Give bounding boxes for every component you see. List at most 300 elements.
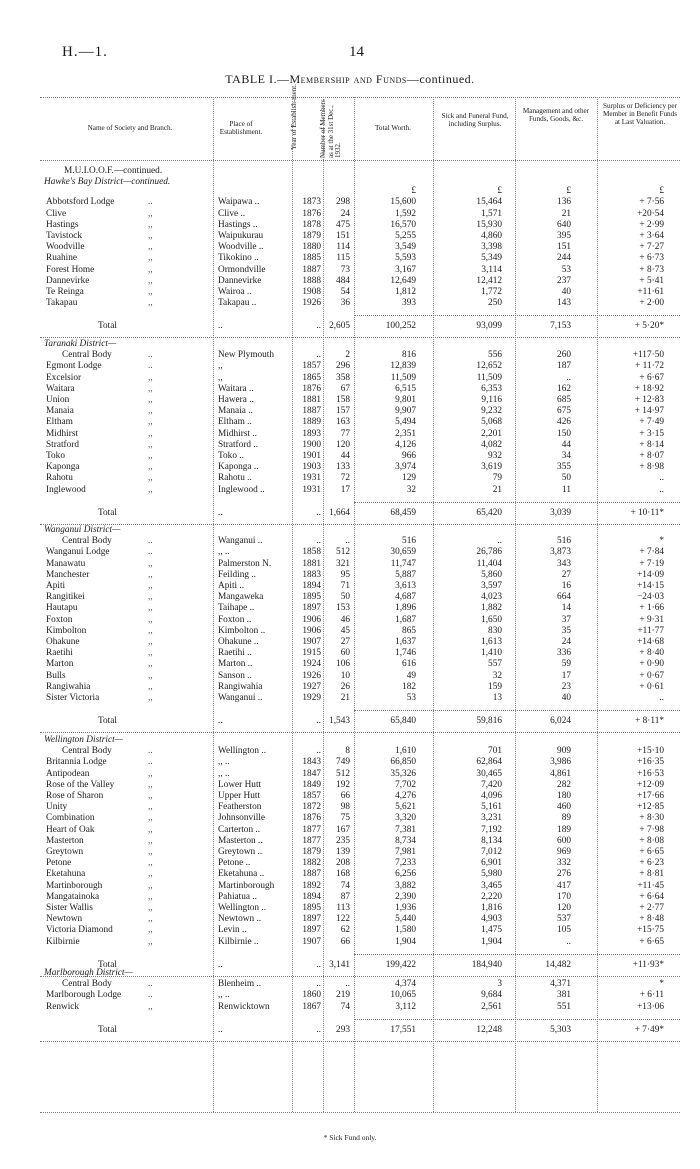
ditto: ,,	[148, 903, 153, 913]
sick-fund: 7,420	[481, 779, 502, 790]
total-worth: 199,422	[385, 959, 416, 970]
branch-name: Manawatu	[46, 558, 86, 569]
total-worth: 5,255	[395, 231, 416, 241]
surplus: + 8·98	[639, 462, 664, 473]
total-worth: 6,256	[395, 869, 416, 880]
total-worth: 15,600	[390, 197, 416, 208]
currency-symbol: £	[659, 186, 664, 197]
management-funds: 600	[557, 835, 571, 846]
sick-fund: 701	[488, 746, 502, 757]
members: 74	[340, 880, 350, 891]
branch-name: Tavistock	[46, 231, 83, 241]
place: Eketahuna ..	[218, 869, 265, 880]
place: Wellington ..	[218, 903, 267, 913]
total-worth: 5,887	[395, 569, 416, 580]
surplus: ..	[659, 693, 664, 703]
sick-fund: 1,882	[481, 603, 502, 614]
ditto: ,,	[148, 298, 153, 309]
section-heading: M.U.I.O.O.F.—continued.	[64, 166, 163, 176]
management-funds: 34	[561, 451, 571, 461]
surplus: +17·66	[637, 791, 664, 801]
currency-symbol: £	[411, 186, 416, 197]
table-row	[0, 592, 700, 603]
sick-fund: 93,099	[476, 321, 502, 332]
place: Palmerston N.	[218, 558, 272, 569]
total-worth: 516	[402, 536, 416, 547]
district-heading: Marlborough District—	[44, 968, 133, 978]
place: Dannevirke	[218, 275, 262, 286]
header-place: Place of Establishment.	[219, 120, 263, 137]
place: Levin ..	[218, 925, 247, 936]
year: 1865	[302, 372, 321, 383]
branch-name: Renwick	[46, 1001, 80, 1012]
total-worth: 129	[402, 473, 416, 484]
table-row	[0, 451, 700, 462]
sick-fund: 1,571	[481, 208, 502, 219]
total-rule	[354, 315, 680, 316]
sick-fund: 7,012	[481, 847, 502, 857]
year: 1879	[302, 847, 321, 857]
sick-fund: 1,650	[481, 614, 502, 625]
total-worth: 3,112	[395, 1001, 416, 1012]
management-funds: 14,482	[545, 959, 571, 970]
members: 2	[345, 350, 350, 361]
place: Renwicktown	[218, 1001, 270, 1012]
place: Kimbolton ..	[218, 625, 266, 636]
management-funds: 24	[561, 637, 571, 647]
district-heading: Hawke's Bay District—continued.	[44, 177, 171, 188]
sick-fund: 6,901	[481, 858, 502, 869]
branch-name: Britannia Lodge	[46, 757, 107, 768]
members: 113	[336, 903, 350, 913]
management-funds: 3,873	[550, 547, 571, 558]
table-row	[0, 990, 700, 1001]
surplus: + 2·77	[639, 903, 664, 913]
branch-name: Unity	[46, 802, 68, 813]
year: 1895	[302, 903, 321, 913]
management-funds: 189	[557, 824, 571, 835]
sick-fund: 5,161	[481, 802, 502, 813]
branch-name: Ohakune	[46, 637, 80, 647]
total-worth: 12,839	[390, 361, 416, 372]
year: 1889	[302, 417, 321, 428]
management-funds: 23	[561, 681, 571, 692]
branch-name: Mangatainoka	[46, 891, 100, 902]
ditto: ,,	[148, 880, 153, 891]
branch-name: Inglewood	[46, 484, 86, 495]
branch-name: Central Body	[62, 350, 112, 361]
total-worth: 10,065	[390, 990, 416, 1001]
table-row	[0, 937, 700, 948]
members: 114	[336, 242, 350, 253]
management-funds: 37	[561, 614, 571, 625]
table-row	[0, 253, 700, 264]
total-worth: 393	[402, 298, 416, 309]
branch-name: Manchester	[46, 569, 90, 580]
table-row	[0, 485, 700, 496]
sick-fund: 3,398	[481, 242, 502, 253]
members: 208	[336, 858, 350, 869]
sick-fund: 11,509	[476, 372, 502, 383]
total-worth: 8,734	[395, 835, 416, 846]
place: ,, ..	[218, 547, 230, 558]
members: ..	[345, 979, 350, 990]
total-worth: 1,746	[395, 648, 416, 659]
branch-name: Total	[98, 507, 117, 518]
total-worth: 966	[402, 451, 416, 461]
management-funds: 276	[557, 869, 571, 880]
members: 153	[336, 603, 350, 614]
place: Foxton ..	[218, 614, 252, 625]
management-funds: 162	[557, 383, 571, 394]
members: 45	[340, 625, 350, 636]
members: 2,605	[329, 321, 350, 332]
sick-fund: 159	[488, 681, 502, 692]
table-row	[0, 836, 700, 847]
branch-name: Combination	[46, 813, 95, 824]
place: Waipawa ..	[218, 197, 260, 208]
management-funds: 4,861	[550, 768, 571, 779]
year: 1927	[302, 681, 321, 692]
table-row	[0, 693, 700, 704]
total-worth: 3,549	[395, 242, 416, 253]
place: Wairoa ..	[218, 287, 252, 297]
total-worth: 182	[402, 681, 416, 692]
members: 21	[340, 693, 350, 703]
ditto: ,,	[148, 670, 153, 681]
year: 1931	[302, 473, 321, 484]
surplus: + 6·64	[639, 891, 664, 902]
surplus: + 12·83	[634, 395, 664, 405]
sick-fund: 6,353	[481, 383, 502, 394]
sick-fund: 4,096	[481, 791, 502, 801]
ditto: ,,	[148, 693, 153, 703]
year: 1903	[302, 462, 321, 473]
place: Raetihi ..	[218, 648, 252, 659]
year: ..	[316, 716, 321, 727]
year: 1906	[302, 614, 321, 625]
total-worth: 2,351	[395, 428, 416, 439]
total-worth: 9,907	[395, 406, 416, 417]
surplus: + 0·67	[639, 670, 664, 681]
branch-name: Rose of the Valley	[46, 779, 115, 790]
management-funds: 3,039	[550, 507, 571, 518]
table-row	[0, 581, 700, 592]
ditto: ..	[148, 536, 153, 547]
year: 1894	[302, 891, 321, 902]
total-worth: 865	[402, 625, 416, 636]
header-worth: Total Worth.	[375, 124, 411, 132]
sick-fund: 932	[488, 451, 502, 461]
header-top-rule	[40, 97, 680, 98]
sick-fund: 13	[492, 693, 502, 703]
members: 296	[336, 361, 350, 372]
management-funds: 3,986	[550, 757, 571, 768]
branch-name: Greytown	[46, 847, 84, 857]
branch-name: Hautapu	[46, 603, 78, 614]
table-row	[0, 1002, 700, 1013]
place: New Plymouth	[218, 350, 275, 361]
table-row	[0, 682, 700, 693]
year: ..	[316, 507, 321, 518]
table-row	[0, 825, 700, 836]
sick-fund: 3,465	[481, 880, 502, 891]
place: Marton ..	[218, 659, 253, 670]
management-funds: 260	[557, 350, 571, 361]
members: 122	[336, 914, 350, 925]
table-row	[0, 547, 700, 558]
table-row	[0, 417, 700, 428]
branch-name: Abbotsford Lodge	[46, 197, 115, 208]
members: 120	[336, 439, 350, 450]
header-surplus: Surplus or Deficiency per Member in Benefit Funds at Last Valuation.	[602, 102, 678, 127]
management-funds: 395	[557, 231, 571, 241]
surplus: +12·09	[637, 779, 664, 790]
surplus: +11·45	[637, 880, 664, 891]
management-funds: 336	[557, 648, 571, 659]
table-row	[0, 350, 700, 361]
table-row	[0, 265, 700, 276]
branch-name: Rose of Sharon	[46, 791, 104, 801]
management-funds: 460	[557, 802, 571, 813]
surplus: + 10·11*	[630, 507, 664, 518]
surplus: ..	[659, 473, 664, 484]
surplus: + 6·67	[639, 372, 664, 383]
surplus: +12·85	[637, 802, 664, 813]
year: 1887	[302, 264, 321, 275]
management-funds: 44	[561, 439, 571, 450]
branch-name: Rangitikei	[46, 592, 85, 603]
branch-name: Kaponga	[46, 462, 80, 473]
sick-fund: 2,201	[481, 428, 502, 439]
branch-name: Eltham	[46, 417, 73, 428]
total-worth: 3,320	[395, 813, 416, 824]
ditto: ,,	[148, 462, 153, 473]
management-funds: 537	[557, 914, 571, 925]
branch-name: Stratford	[46, 439, 80, 450]
sick-fund: 12,412	[476, 275, 502, 286]
management-funds: 332	[557, 858, 571, 869]
ditto: ,,	[148, 936, 153, 947]
sick-fund: 1,475	[481, 925, 502, 936]
ditto: ,,	[148, 417, 153, 428]
surplus: + 8·14	[639, 439, 664, 450]
year: ..	[316, 979, 321, 990]
ditto: ,,	[148, 813, 153, 824]
table-row	[0, 659, 700, 670]
sick-fund: 12,248	[476, 1024, 502, 1035]
total-worth: 11,509	[390, 372, 416, 383]
branch-name: Takapau	[46, 298, 78, 309]
year: 1924	[302, 659, 321, 670]
management-funds: 5,303	[550, 1024, 571, 1035]
branch-name: Woodville	[46, 242, 85, 253]
total-worth: 7,702	[395, 779, 416, 790]
ditto: ,,	[148, 637, 153, 647]
branch-name: Apiti	[46, 581, 66, 591]
members: 66	[340, 791, 350, 801]
table-row	[0, 406, 700, 417]
members: 87	[340, 891, 350, 902]
surplus: + 2·00	[639, 298, 664, 309]
surplus: *	[659, 536, 664, 547]
ditto: ,,	[148, 802, 153, 813]
total-worth: 35,326	[390, 768, 416, 779]
place: Upper Hutt	[218, 791, 261, 801]
sick-fund: 557	[488, 659, 502, 670]
table-row	[0, 462, 700, 473]
ditto: ,,	[148, 681, 153, 692]
surplus: +14·09	[637, 569, 664, 580]
ditto: ,,	[148, 768, 153, 779]
surplus: +15·10	[637, 746, 664, 757]
sick-fund: 8,134	[481, 835, 502, 846]
management-funds: ..	[566, 372, 571, 383]
surplus: + 8·11*	[635, 716, 664, 727]
members: 8	[345, 746, 350, 757]
ditto: ,,	[148, 659, 153, 670]
branch-name: Petone	[46, 858, 72, 869]
members: 358	[336, 372, 350, 383]
members: 157	[336, 406, 350, 417]
sick-fund: 30,465	[476, 768, 502, 779]
table-row	[0, 813, 700, 824]
management-funds: 909	[557, 746, 571, 757]
management-funds: 969	[557, 847, 571, 857]
surplus: + 6·65	[639, 847, 664, 857]
year: 1881	[302, 558, 321, 569]
year: ..	[316, 536, 321, 547]
branch-name: Raetihi	[46, 648, 73, 659]
branch-name: Sister Victoria	[46, 693, 100, 703]
place: ,, ..	[218, 757, 230, 768]
table-row	[0, 858, 700, 869]
members: 168	[336, 869, 350, 880]
surplus: +117·50	[632, 350, 664, 361]
year: 1900	[302, 439, 321, 450]
table-row	[0, 671, 700, 682]
ditto: ,,	[148, 287, 153, 297]
ditto: ,,	[148, 242, 153, 253]
branch-name: Excelsior	[46, 372, 82, 383]
place: Ormondville	[218, 264, 266, 275]
place: Blenheim ..	[218, 979, 262, 990]
table-row	[0, 384, 700, 395]
ditto: ,,	[148, 372, 153, 383]
header-year: Year of Establish-ment.	[290, 84, 298, 150]
table-row	[0, 791, 700, 802]
members: 293	[336, 1024, 350, 1035]
total-worth: 3,167	[395, 264, 416, 275]
members: 54	[340, 287, 350, 297]
sick-fund: 4,023	[481, 592, 502, 603]
year: 1892	[302, 880, 321, 891]
year: 1893	[302, 428, 321, 439]
branch-name: Rangiwahia	[46, 681, 91, 692]
management-funds: 21	[561, 208, 571, 219]
year: ..	[316, 746, 321, 757]
currency-symbol: £	[566, 186, 571, 197]
surplus: + 18·92	[634, 383, 664, 394]
management-funds: 355	[557, 462, 571, 473]
sick-fund: 830	[488, 625, 502, 636]
surplus: + 0·61	[639, 681, 664, 692]
members: 484	[336, 275, 350, 286]
members: 163	[336, 417, 350, 428]
surplus: + 6·65	[639, 936, 664, 947]
year: 1860	[302, 990, 321, 1001]
branch-name: Heart of Oak	[46, 824, 95, 835]
footnote: * Sick Fund only.	[323, 1133, 377, 1142]
management-funds: 27	[561, 569, 571, 580]
year: ..	[316, 959, 321, 970]
sick-fund: 9,116	[481, 395, 502, 405]
table-row	[0, 395, 700, 406]
members: 219	[336, 990, 350, 1001]
members: 72	[340, 473, 350, 484]
table-row	[0, 615, 700, 626]
members: 167	[336, 824, 350, 835]
table-row	[0, 626, 700, 637]
members: 1,664	[329, 507, 350, 518]
surplus: +11·61	[637, 287, 664, 297]
place: Woodville ..	[218, 242, 264, 253]
total-worth: 616	[402, 659, 416, 670]
surplus: + 11·72	[635, 361, 664, 372]
ditto: ,,	[148, 648, 153, 659]
branch-name: Egmont Lodge	[46, 361, 102, 372]
branch-name: Te Reinga	[46, 287, 84, 297]
ditto: ,,	[148, 451, 153, 461]
ditto: ,,	[148, 891, 153, 902]
surplus: + 7·98	[639, 824, 664, 835]
management-funds: 170	[557, 891, 571, 902]
place: ..	[218, 1024, 223, 1035]
header-sick: Sick and Funeral Fund, including Surplus.	[441, 112, 509, 129]
branch-name: Kimbolton	[46, 625, 87, 636]
place: Wanganui ..	[218, 536, 263, 547]
surplus: +14·15	[637, 581, 664, 591]
place: Carterton ..	[218, 824, 261, 835]
members: 98	[340, 802, 350, 813]
ditto: ,,	[148, 231, 153, 241]
table-row	[0, 242, 700, 253]
management-funds: 244	[557, 253, 571, 264]
sick-fund: 1,410	[481, 648, 502, 659]
management-funds: 426	[557, 417, 571, 428]
table-row	[0, 361, 700, 372]
sick-fund: 5,980	[481, 869, 502, 880]
year: 1901	[302, 451, 321, 461]
surplus: + 5·41	[639, 275, 664, 286]
branch-name: Victoria Diamond	[46, 925, 113, 936]
year: 1849	[302, 779, 321, 790]
members: 133	[336, 462, 350, 473]
year: ..	[316, 321, 321, 332]
place: Inglewood ..	[218, 484, 265, 495]
table-row	[0, 536, 700, 547]
management-funds: 685	[557, 395, 571, 405]
members: ..	[345, 536, 350, 547]
table-title	[0, 72, 700, 87]
surplus: +16·53	[637, 768, 664, 779]
branch-name: Newtown	[46, 914, 83, 925]
ditto: ,,	[148, 219, 153, 230]
branch-name: Forest Home	[46, 264, 95, 275]
management-funds: 105	[557, 925, 571, 936]
place: Wellington ..	[218, 746, 267, 757]
year: 1885	[302, 253, 321, 264]
